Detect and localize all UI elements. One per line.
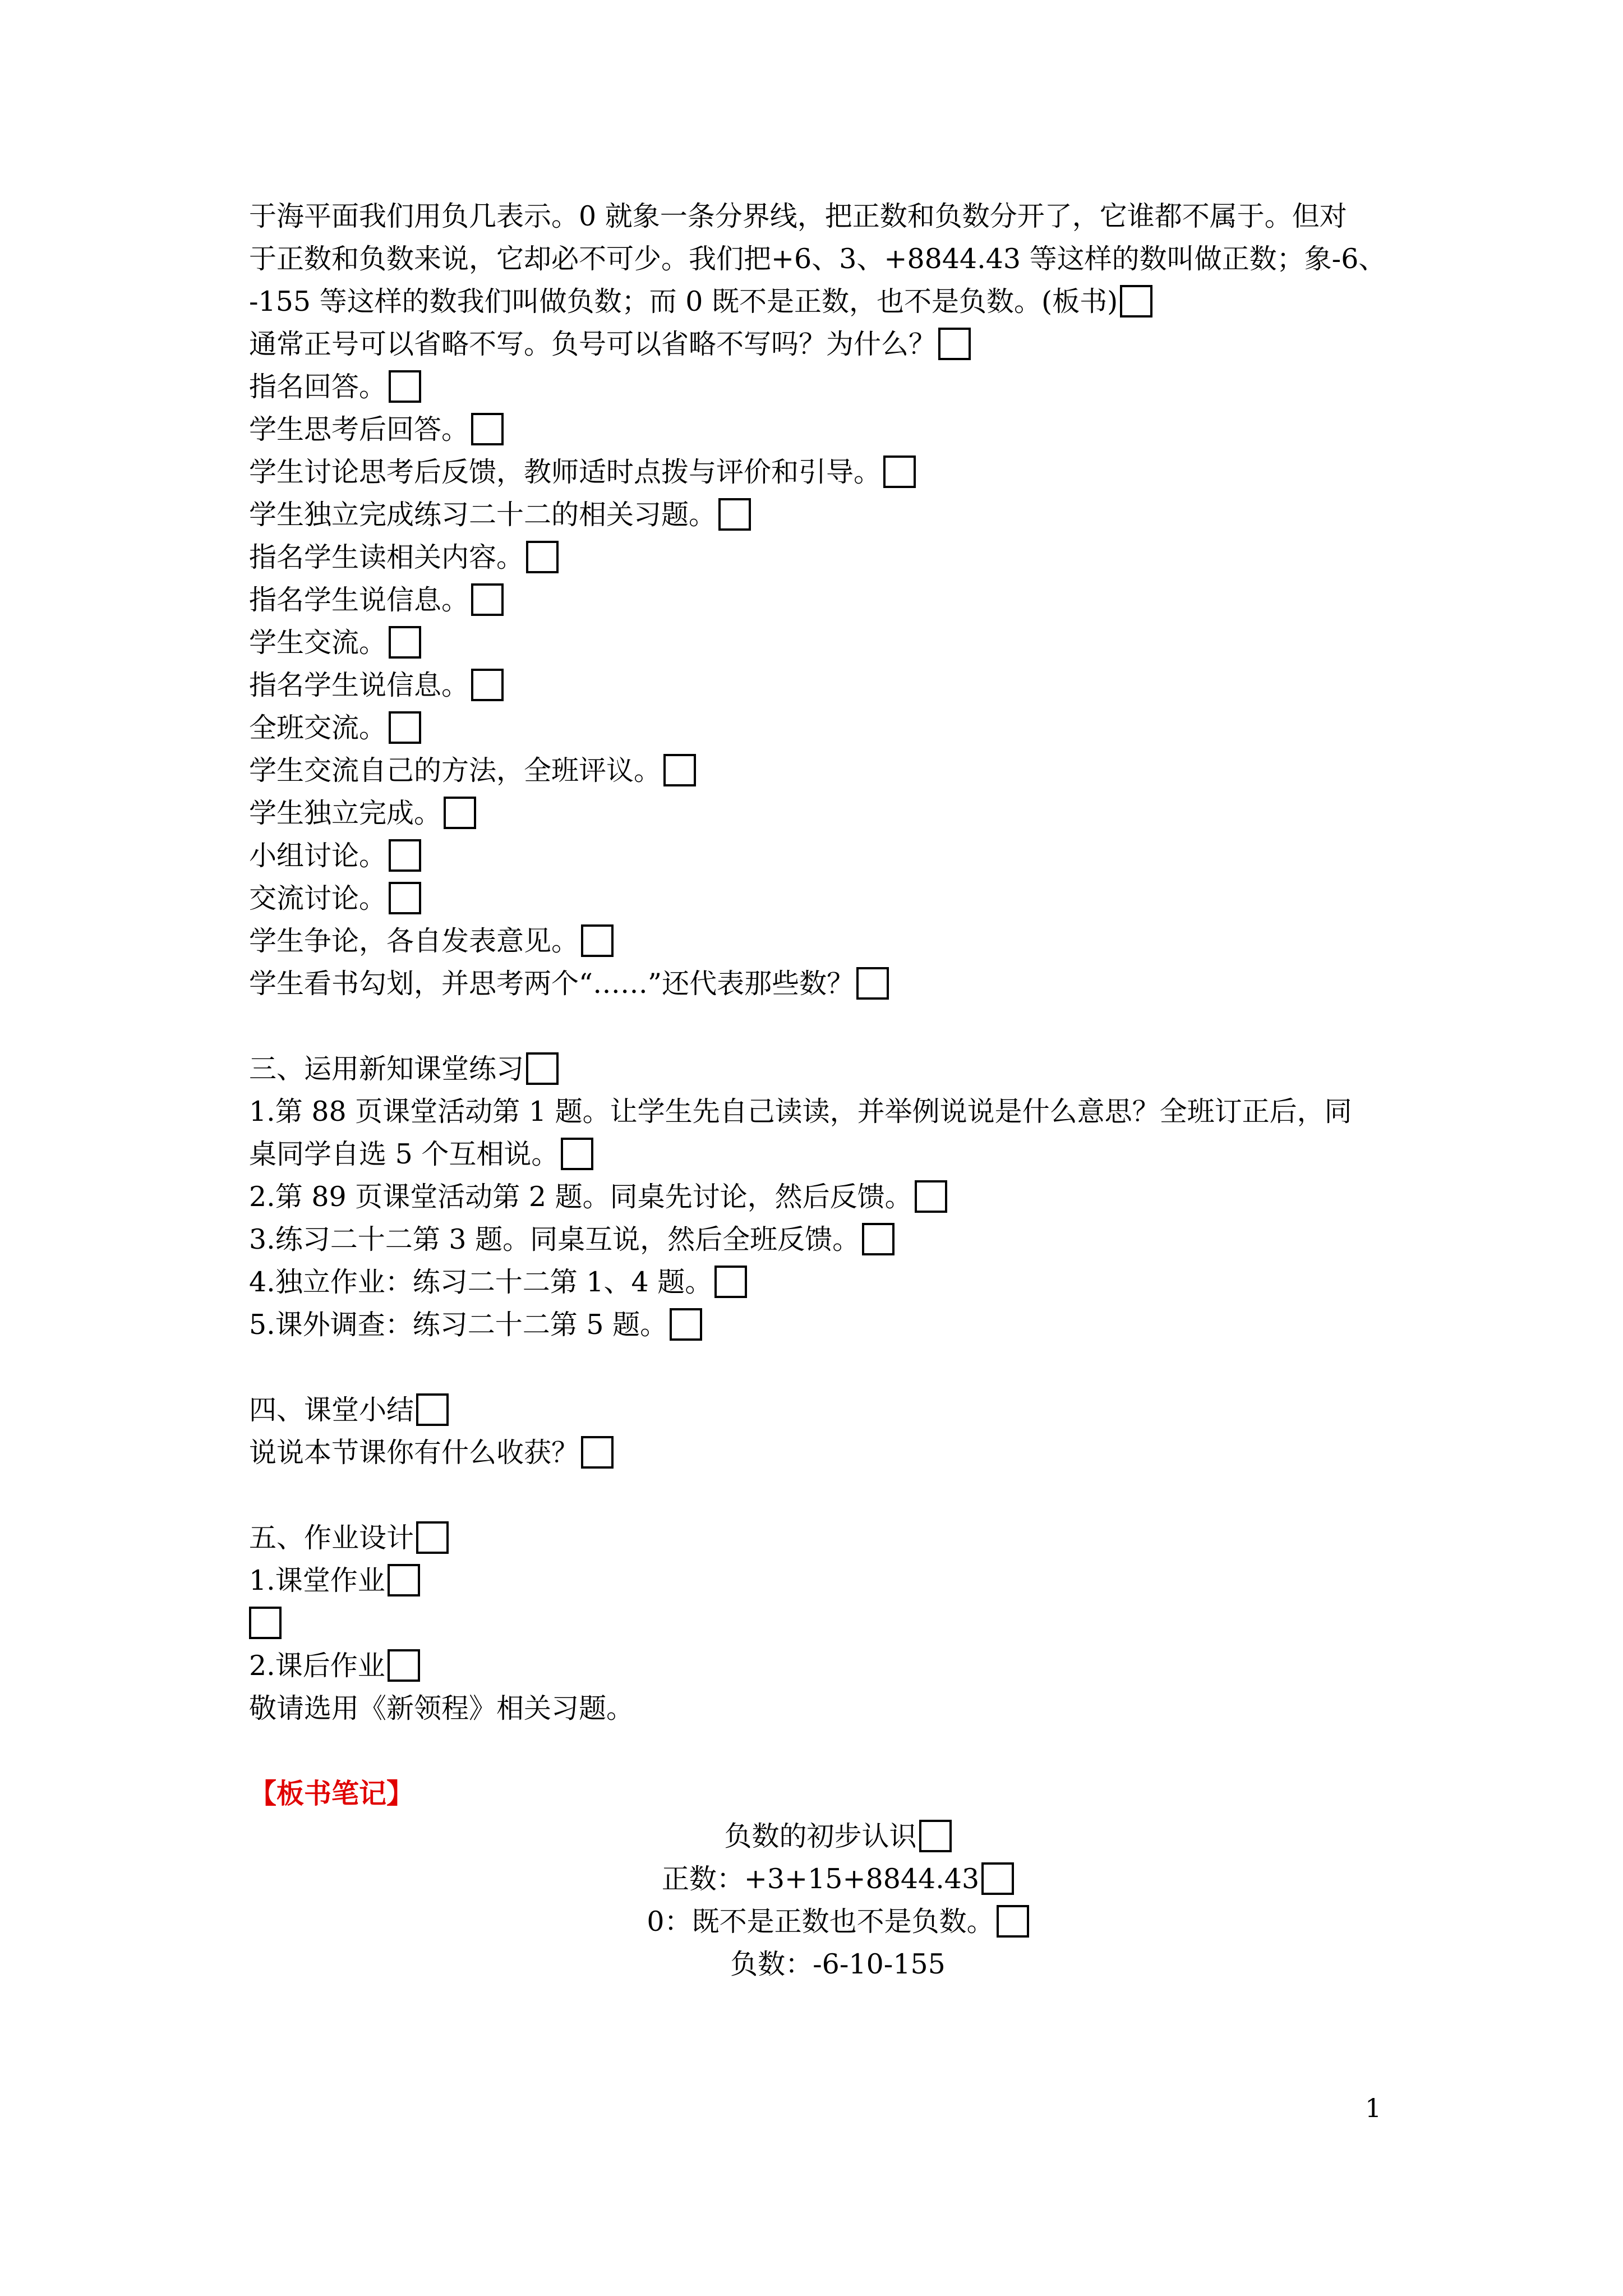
checkbox-square[interactable]	[444, 797, 476, 829]
document-body	[249, 195, 1393, 1986]
exercise-line: 3.练习二十二第 3 题。同桌互说，然后全班反馈。	[249, 1218, 1393, 1261]
activity-line: 指名学生说信息。	[249, 579, 1393, 622]
homework-note: 敬请选用《新领程》相关习题。	[249, 1692, 634, 1724]
checkbox-square[interactable]	[388, 1649, 420, 1682]
checkbox-square[interactable]	[714, 1266, 747, 1298]
board-negative: 负数：-6-10-155	[730, 1948, 946, 1980]
activity-line: 学生思考后回答。	[249, 408, 1393, 451]
paragraph-line: -155 等这样的数我们叫做负数；而 0 既不是正数，也不是负数。(板书)	[249, 280, 1393, 323]
checkbox-square[interactable]	[938, 328, 971, 360]
board-title: 负数的初步认识	[389, 1815, 1287, 1858]
exercise-line: 1.第 88 页课堂活动第 1 题。让学生先自己读读，并举例说说是什么意思？全班订正后，同	[249, 1096, 1352, 1128]
activity-line: 学生独立完成练习二十二的相关习题。	[249, 494, 1393, 536]
activity-line: 学生交流。	[249, 622, 1393, 664]
homework-line: 2.课后作业	[249, 1645, 1393, 1687]
checkbox-square[interactable]	[581, 1436, 614, 1469]
board-positive: 正数：+3+15+8844.43	[389, 1858, 1287, 1901]
spacer	[249, 1005, 1393, 1048]
activity-line: 通常正号可以省略不写。负号可以省略不写吗？为什么？	[249, 323, 1393, 366]
checkbox-square[interactable]	[389, 711, 421, 744]
checkbox-square[interactable]	[526, 541, 559, 573]
checkbox-square[interactable]	[883, 455, 916, 488]
spacer	[249, 1474, 1393, 1517]
checkbox-square[interactable]	[862, 1223, 895, 1255]
section-heading: 五、作业设计	[249, 1517, 1393, 1559]
board-zero: 0：既不是正数也不是负数。	[389, 1901, 1287, 1943]
checkbox-square[interactable]	[670, 1308, 702, 1341]
checkbox-square[interactable]	[581, 924, 614, 957]
checkbox-square[interactable]	[856, 967, 889, 1000]
activity-line: 学生独立完成。	[249, 792, 1393, 835]
activity-line: 小组讨论。	[249, 835, 1393, 877]
activity-line: 指名学生说信息。	[249, 664, 1393, 707]
exercise-line: 5.课外调查：练习二十二第 5 题。	[249, 1304, 1393, 1346]
activity-line: 指名回答。	[249, 366, 1393, 408]
checkbox-square[interactable]	[915, 1180, 947, 1213]
checkbox-square[interactable]	[997, 1905, 1029, 1938]
checkbox-square[interactable]	[561, 1138, 593, 1170]
checkbox-square[interactable]	[526, 1052, 559, 1085]
spacer	[249, 1730, 1393, 1773]
checkbox-square[interactable]	[981, 1862, 1014, 1895]
checkbox-square[interactable]	[471, 669, 504, 701]
activity-line: 学生讨论思考后反馈，教师适时点拨与评价和引导。	[249, 451, 1393, 494]
spacer	[249, 1346, 1393, 1389]
activity-line: 全班交流。	[249, 707, 1393, 749]
checkbox-square[interactable]	[389, 882, 421, 914]
checkbox-square[interactable]	[663, 754, 696, 786]
exercise-line: 4.独立作业：练习二十二第 1、4 题。	[249, 1261, 1393, 1304]
checkbox-square[interactable]	[718, 498, 751, 531]
page-number: 1	[1365, 2093, 1382, 2123]
homework-line	[249, 1602, 1393, 1645]
checkbox-square[interactable]	[416, 1393, 449, 1426]
checkbox-square[interactable]	[919, 1820, 952, 1852]
activity-line: 指名学生读相关内容。	[249, 536, 1393, 579]
checkbox-square[interactable]	[416, 1521, 449, 1554]
activity-line: 交流讨论。	[249, 877, 1393, 920]
activity-line: 学生争论，各自发表意见。	[249, 920, 1393, 963]
activity-line: 学生交流自己的方法，全班评议。	[249, 749, 1393, 792]
checkbox-square[interactable]	[389, 370, 421, 403]
section-heading: 三、运用新知课堂练习	[249, 1048, 1393, 1091]
checkbox-square[interactable]	[388, 1564, 420, 1596]
section-heading: 四、课堂小结	[249, 1389, 1393, 1432]
checkbox-square[interactable]	[471, 413, 504, 445]
checkbox-square[interactable]	[389, 839, 421, 872]
exercise-line: 2.第 89 页课堂活动第 2 题。同桌先讨论，然后反馈。	[249, 1176, 1393, 1218]
checkbox-square[interactable]	[249, 1607, 282, 1639]
paragraph-line: 于正数和负数来说，它却必不可少。我们把+6、3、+8844.43 等这样的数叫做正数；象-6、	[249, 243, 1386, 275]
checkbox-square[interactable]	[471, 583, 504, 616]
board-notes-label: 【板书笔记】	[249, 1778, 414, 1810]
activity-line: 学生看书勾划，并思考两个“……”还代表那些数？	[249, 963, 1393, 1005]
homework-line: 1.课堂作业	[249, 1559, 1393, 1602]
checkbox-square[interactable]	[389, 626, 421, 659]
paragraph-line: 于海平面我们用负几表示。0 就象一条分界线，把正数和负数分开了，它谁都不属于。但对	[249, 200, 1347, 232]
checkbox-square[interactable]	[1120, 285, 1152, 318]
exercise-line: 桌同学自选 5 个互相说。	[249, 1133, 1393, 1176]
summary-line: 说说本节课你有什么收获？	[249, 1432, 1393, 1474]
